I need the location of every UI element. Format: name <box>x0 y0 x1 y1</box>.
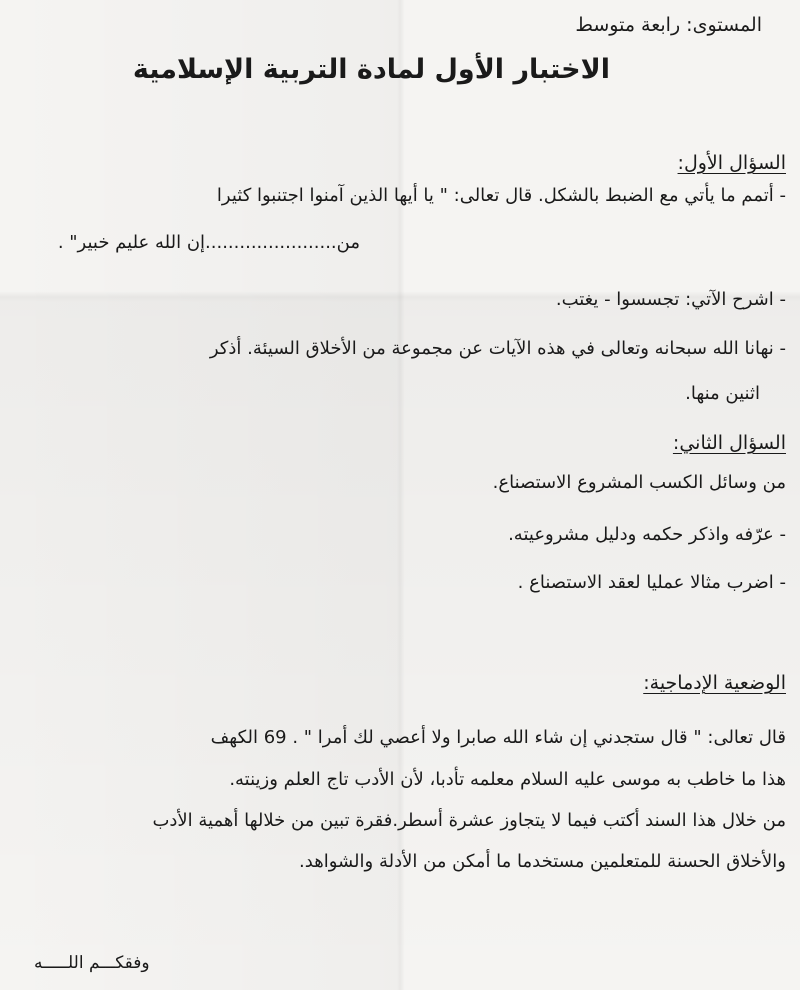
question-1-line-2: من.......................إن الله عليم خبير" . <box>57 232 360 253</box>
question-2-line-3: - اضرب مثالا عمليا لعقد الاستصناع . <box>517 572 786 593</box>
integration-line-2: هذا ما خاطب به موسى عليه السلام معلمه تأدبا، لأن الأدب تاج العلم وزينته. <box>229 769 786 790</box>
level-label: المستوى: رابعة متوسط <box>575 14 762 36</box>
question-2-line-2: - عرّفه واذكر حكمه ودليل مشروعيته. <box>508 524 786 545</box>
integration-heading: الوضعية الإدماجية: <box>643 672 786 694</box>
integration-line-1: قال تعالى: " قال ستجدني إن شاء الله صابرا ولا أعصي لك أمرا " . 69 الكهف <box>210 727 786 748</box>
exam-title: الاختبار الأول لمادة التربية الإسلامية <box>132 54 610 85</box>
integration-line-3: من خلال هذا السند أكتب فيما لا يتجاوز عشرة أسطر.فقرة تبين من خلالها أهمية الأدب <box>152 810 786 831</box>
question-1-line-5: اثنين منها. <box>685 383 760 404</box>
question-1-heading: السؤال الأول: <box>677 152 786 174</box>
question-1-line-4: - نهانا الله سبحانه وتعالى في هذه الآيات عن مجموعة من الأخلاق السيئة. أذكر <box>209 338 786 359</box>
question-1-line-3: - اشرح الآتي: تجسسوا - يغتب. <box>555 289 786 310</box>
signoff: وفقكـــم اللـــــه <box>34 953 150 973</box>
integration-line-4: والأخلاق الحسنة للمتعلمين مستخدما ما أمكن من الأدلة والشواهد. <box>299 851 786 872</box>
question-2-line-1: من وسائل الكسب المشروع الاستصناع. <box>492 472 786 493</box>
question-1-line-1: - أتمم ما يأتي مع الضبط بالشكل. قال تعالى: " يا أيها الذين آمنوا اجتنبوا كثيرا <box>216 185 786 206</box>
question-2-heading: السؤال الثاني: <box>672 432 786 454</box>
